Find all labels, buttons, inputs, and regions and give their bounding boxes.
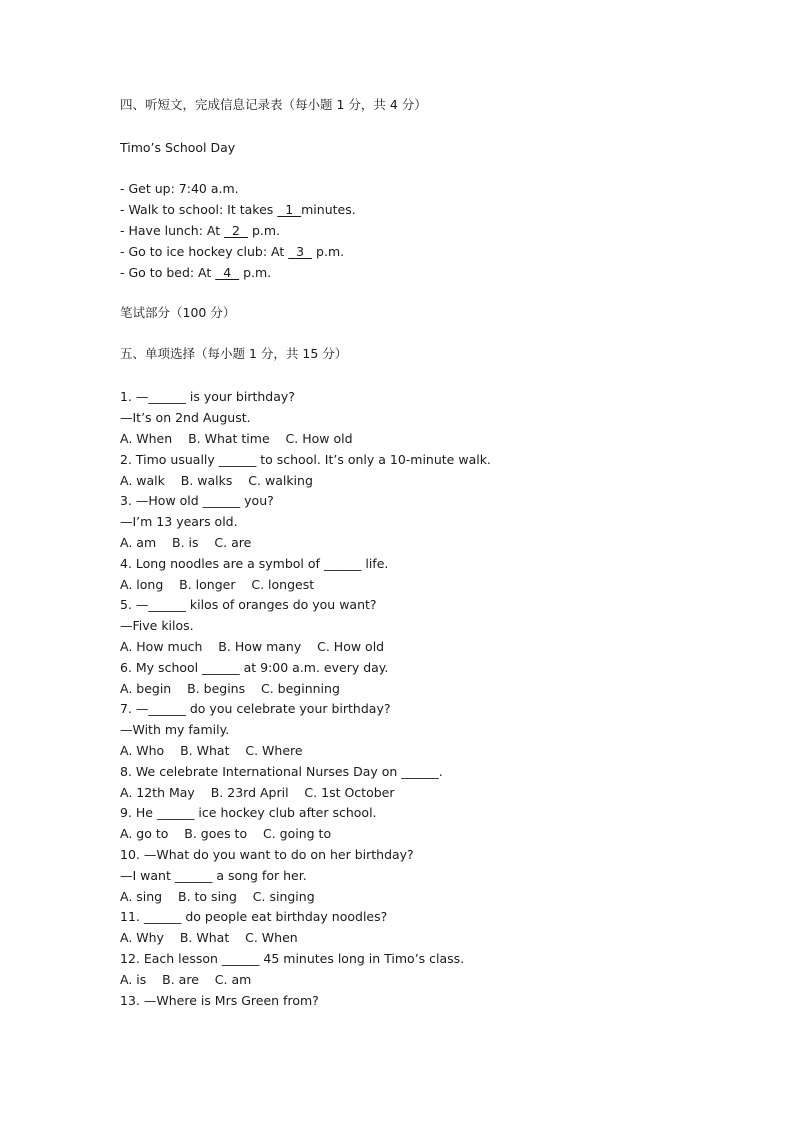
answer-blank-4: 4 xyxy=(215,265,240,280)
question-line: 4. Long noodles are a symbol of ______ life. xyxy=(120,556,389,571)
answer-line: —I want ______ a song for her. xyxy=(120,868,307,883)
question-line: 12. Each lesson ______ 45 minutes long in Timo’s class. xyxy=(120,951,465,966)
options-line: A. How much B. How many C. How old xyxy=(120,639,385,654)
info-item-walk-to-school xyxy=(120,202,356,218)
info-item-get-up xyxy=(120,181,239,197)
answer-blank-3: 3 xyxy=(288,244,313,259)
question-line: 10. —What do you want to do on her birthday? xyxy=(120,847,414,862)
question-line: 3. —How old ______ you? xyxy=(120,493,274,508)
question-line: 8. We celebrate International Nurses Day on ______. xyxy=(120,764,443,779)
mcq-section-heading: 五、单项选择（每小题 1 分，共 15 分） xyxy=(120,346,348,361)
info-item-go-to-bed xyxy=(120,265,271,281)
options-line: A. sing B. to sing C. singing xyxy=(120,889,315,904)
options-line: A. walk B. walks C. walking xyxy=(120,473,313,488)
answer-blank-2: 2 xyxy=(224,223,248,238)
info-item-text: p.m. xyxy=(239,265,272,280)
question-line: 9. He ______ ice hockey club after school. xyxy=(120,805,377,820)
question-line: 13. —Where is Mrs Green from? xyxy=(120,993,319,1008)
options-line: A. begin B. begins C. beginning xyxy=(120,681,340,696)
answer-line: —Five kilos. xyxy=(120,618,194,633)
options-line: A. 12th May B. 23rd April C. 1st October xyxy=(120,785,395,800)
listening-section-heading: 四、听短文，完成信息记录表（每小题 1 分，共 4 分） xyxy=(120,97,427,112)
question-line: 2. Timo usually ______ to school. It’s only a 10-minute walk. xyxy=(120,452,491,467)
info-item-text: - Have lunch: At xyxy=(120,223,225,238)
answer-line: —I’m 13 years old. xyxy=(120,514,238,529)
options-line: A. go to B. goes to C. going to xyxy=(120,826,332,841)
info-item-text: p.m. xyxy=(247,223,280,238)
question-line: 11. ______ do people eat birthday noodles? xyxy=(120,909,388,924)
options-line: A. When B. What time C. How old xyxy=(120,431,353,446)
info-table-title: Timo’s School Day xyxy=(120,140,236,155)
info-item-text: minutes. xyxy=(301,202,356,217)
options-line: A. am B. is C. are xyxy=(120,535,252,550)
info-item-text: - Go to bed: At xyxy=(120,265,216,280)
info-item-text: p.m. xyxy=(312,244,345,259)
answer-line: —With my family. xyxy=(120,722,230,737)
answer-line: —It’s on 2nd August. xyxy=(120,410,251,425)
info-item-text: - Go to ice hockey club: At xyxy=(120,244,289,259)
options-line: A. long B. longer C. longest xyxy=(120,577,315,592)
info-item-text: - Walk to school: It takes xyxy=(120,202,278,217)
answer-blank-1: 1 xyxy=(277,202,302,217)
question-line: 6. My school ______ at 9:00 a.m. every day. xyxy=(120,660,389,675)
options-line: A. Why B. What C. When xyxy=(120,930,298,945)
info-item-text: - Get up: 7:40 a.m. xyxy=(120,181,239,196)
info-item-ice-hockey-club xyxy=(120,244,344,260)
question-line: 5. —______ kilos of oranges do you want? xyxy=(120,597,377,612)
info-item-have-lunch xyxy=(120,223,280,239)
question-line: 7. —______ do you celebrate your birthday? xyxy=(120,701,391,716)
options-line: A. Who B. What C. Where xyxy=(120,743,303,758)
written-part-heading: 笔试部分（100 分） xyxy=(120,305,236,320)
question-line: 1. —______ is your birthday? xyxy=(120,389,295,404)
options-line: A. is B. are C. am xyxy=(120,972,252,987)
